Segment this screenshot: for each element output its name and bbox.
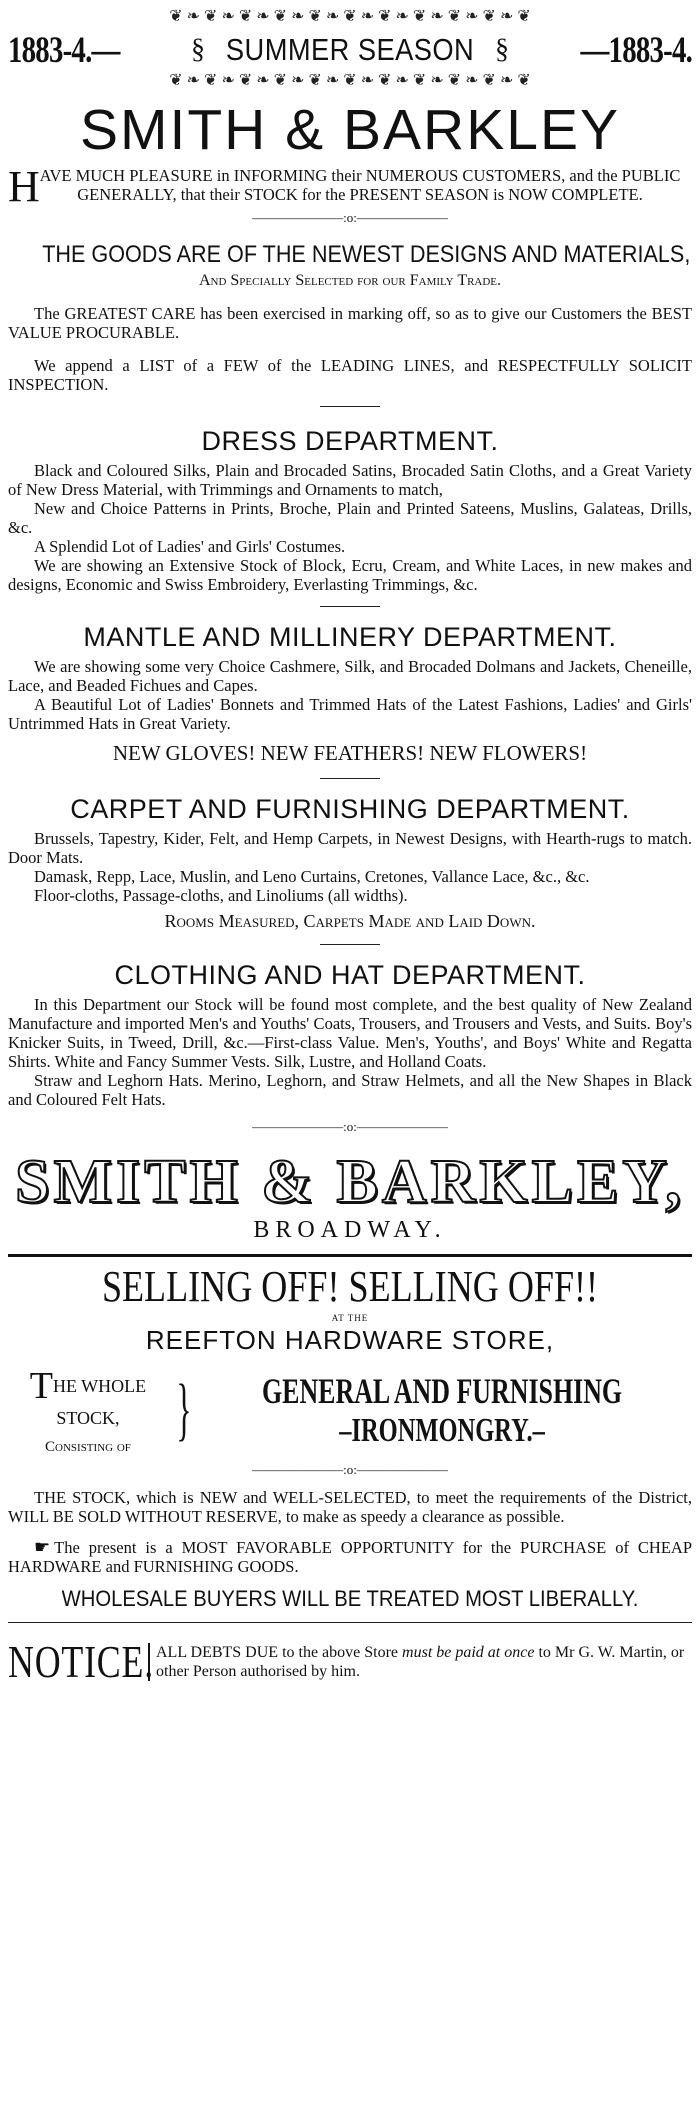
stock-line1: HE WHOLE STOCK,: [52, 1376, 147, 1428]
scroll-ornament-left-icon: §: [190, 34, 205, 65]
stock-line1-wrap: [8, 1364, 168, 1429]
ornament-border-top: ❦ ❧ ❦ ❧ ❦ ❧ ❦ ❧ ❦ ❧ ❦ ❧ ❦ ❧ ❦ ❧ ❦ ❧ ❦ ❧ ❦: [169, 8, 531, 25]
stock-dropcap: T: [29, 1365, 53, 1407]
scroll-ornament-right-icon: §: [495, 34, 510, 65]
carpet-p1: Brussels, Tapestry, Kider, Felt, and Hemp Carpets, in Newest Designs, with Hearth-rugs to match. Door Mats.: [8, 829, 692, 867]
stock-block: [8, 1364, 692, 1456]
season-banner: [191, 32, 509, 68]
pointing-hand-icon: ☛: [34, 1537, 51, 1557]
rule-2: [320, 606, 380, 607]
firm-location: BROADWAY.: [253, 1217, 447, 1243]
append-paragraph: We append a LIST of a FEW of the LEADING LINES, and RESPECTFULLY SOLICIT INSPECTION.: [8, 356, 692, 394]
dress-p2: New and Choice Patterns in Prints, Broche, Plain and Printed Sateens, Muslins, Galateas, Drills, &c.: [8, 499, 692, 537]
mantle-heading: MANTLE AND MILLINERY DEPARTMENT.: [83, 622, 617, 652]
divider-1: ———————:o:———————: [252, 210, 448, 225]
notice-word: NOTICE.: [8, 1636, 154, 1687]
wholesale-line: WHOLESALE BUYERS WILL BE TREATED MOST LIBERALLY.: [61, 1586, 639, 1611]
notice-text-em: must be paid at once: [402, 1643, 535, 1661]
firm-title: SMITH & BARKLEY: [80, 98, 620, 162]
divider-3: ———————:o:———————: [252, 1462, 448, 1477]
notice-text: [148, 1643, 692, 1681]
opportunity-paragraph: [8, 1538, 692, 1576]
rooms-line: Rooms Measured, Carpets Made and Laid Down.: [164, 911, 536, 931]
rule-4: [320, 944, 380, 945]
stock-right: [192, 1370, 692, 1450]
stock-left: [8, 1364, 168, 1456]
ornament-border-bottom: ❦ ❧ ❦ ❧ ❦ ❧ ❦ ❧ ❦ ❧ ❦ ❧ ❦ ❧ ❦ ❧ ❦ ❧ ❦ ❧ ❦: [169, 72, 531, 89]
dress-p4: We are showing an Extensive Stock of Block, Ecru, Cream, and White Laces, in new makes and designs, Economic and Swiss Embroidery, Everlasting Trimmings, &c.: [8, 556, 692, 594]
at-the-label: AT THE: [331, 1313, 369, 1323]
advertisement-page: [0, 8, 700, 2122]
thick-rule: [8, 1254, 692, 1257]
ironmongry: –IRONMONGRY.–: [339, 1412, 545, 1449]
year-left: 1883-4.—: [8, 29, 120, 71]
dress-p3: A Splendid Lot of Ladies' and Girls' Costumes.: [34, 537, 346, 556]
carpet-p3: Floor-cloths, Passage-cloths, and Linoliums (all widths).: [34, 886, 408, 905]
rule-3: [320, 778, 380, 779]
stock-line2: Consisting of: [45, 1439, 131, 1455]
clothing-p1: In this Department our Stock will be found most complete, and the best quality of New Zealand Manufacture and imported Men's and Youths' Coats, Trousers, and Trousers and Vests, and Suits. Boy's Knicker Suits, in Tweed, Drill, &c.—First-class Value. Men's, Youths', and Boys' White and Regatta Shirts. White and Fancy Summer Vests. Silk, Lustre, and Holland Coats.: [8, 995, 692, 1071]
notice-text-2: to Mr G. W. Martin, or other Person authorised by him.: [156, 1643, 685, 1680]
season-title: SUMMER SEASON: [225, 32, 475, 67]
news-line: NEW GLOVES! NEW FEATHERS! NEW FLOWERS!: [112, 741, 588, 765]
rule-1: [320, 406, 380, 407]
season-header: [8, 28, 692, 72]
stock-paragraph: THE STOCK, which is NEW and WELL-SELECTED, to meet the requirements of the District, WILL BE SOLD WITHOUT RESERVE, to make as speedy a clearance as possible.: [8, 1488, 692, 1526]
clothing-p2: Straw and Leghorn Hats. Merino, Leghorn, and Straw Helmets, and all the New Shapes in Black and Coloured Felt Hats.: [8, 1071, 692, 1109]
dress-heading: DRESS DEPARTMENT.: [201, 426, 499, 456]
firm-name-decorative: SMITH & BARKLEY,: [15, 1148, 685, 1216]
year-right: —1883-4.: [580, 29, 692, 71]
dropcap-letter: H: [8, 162, 40, 211]
notice-text-1: ALL DEBTS DUE to the above Store: [156, 1643, 403, 1661]
intro-paragraph: [8, 162, 692, 211]
opportunity-text: The present is a MOST FAVORABLE OPPORTUNITY for the PURCHASE of CHEAP HARDWARE and FURNISHING GOODS.: [8, 1538, 692, 1576]
general-furnishing: GENERAL AND FURNISHING: [261, 1371, 622, 1411]
goods-heading: THE GOODS ARE OF THE NEWEST DESIGNS AND MATERIALS,: [42, 241, 691, 268]
divider-2: ———————:o:———————: [252, 1119, 448, 1134]
brace-icon: }: [176, 1371, 192, 1448]
goods-subheading: And Specially Selected for our Family Trade.: [198, 272, 502, 289]
notice-block: [8, 1622, 692, 1688]
care-paragraph: The GREATEST CARE has been exercised in marking off, so as to give our Customers the BEST VALUE PROCURABLE.: [8, 304, 692, 342]
selling-off-headline: SELLING OFF! SELLING OFF!!: [101, 1262, 599, 1311]
intro-text: AVE MUCH PLEASURE in INFORMING their NUMEROUS CUSTOMERS, and the PUBLIC GENERALLY, that their STOCK for the PRESENT SEASON is NOW COMPLETE.: [39, 166, 681, 204]
mantle-p1: We are showing some very Choice Cashmere, Silk, and Brocaded Dolmans and Jackets, Cheneille, Lace, and Beaded Fichues and Capes.: [8, 657, 692, 695]
clothing-heading: CLOTHING AND HAT DEPARTMENT.: [114, 960, 586, 990]
carpet-p2: Damask, Repp, Lace, Muslin, and Leno Curtains, Cretones, Vallance Lace, &c., &c.: [34, 867, 590, 886]
store-name: REEFTON HARDWARE STORE,: [145, 1325, 555, 1355]
dress-p1: Black and Coloured Silks, Plain and Brocaded Satins, Brocaded Satin Cloths, and a Great Variety of New Dress Material, with Trimmings and Ornaments to match,: [8, 461, 692, 499]
mantle-p2: A Beautiful Lot of Ladies' Bonnets and Trimmed Hats of the Latest Fashions, Ladies' and Girls' Untrimmed Hats in Great Variety.: [8, 695, 692, 733]
carpet-heading: CARPET AND FURNISHING DEPARTMENT.: [70, 794, 630, 824]
